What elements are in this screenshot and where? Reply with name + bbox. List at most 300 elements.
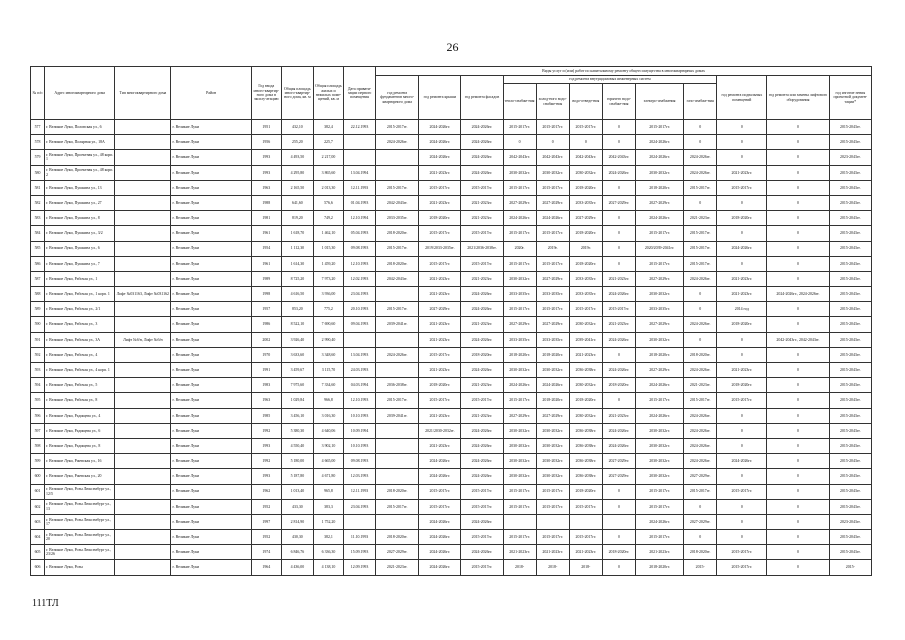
cell-bas: 2021-2023гг. bbox=[717, 363, 767, 378]
cell-sew: 2015-2017гг. bbox=[569, 530, 602, 545]
table-row bbox=[31, 484, 872, 499]
cell-cold: 2033-2035гг. bbox=[536, 332, 569, 347]
cell-fac: 2024-2026гг. bbox=[461, 438, 503, 453]
cell-lift: 0 bbox=[767, 317, 829, 332]
cell-dist: г. Великие Луки bbox=[171, 150, 251, 165]
cell-heat: 2030-2032гг. bbox=[503, 454, 536, 469]
cell-type bbox=[115, 317, 171, 332]
table-row bbox=[31, 256, 872, 271]
cell-hot: 2042-2043гг. bbox=[602, 150, 635, 165]
cell-type bbox=[115, 363, 171, 378]
cell-bas: 2015-2017гг. bbox=[717, 180, 767, 195]
cell-el: 2030-2032гг. bbox=[635, 469, 683, 484]
cell-fac: 2024-2026гг. bbox=[461, 454, 503, 469]
cell-ta: 641,60 bbox=[281, 195, 313, 210]
cell-fac: 2024-2026гг. bbox=[461, 287, 503, 302]
cell-fnd: 2039-2041гг. bbox=[376, 317, 419, 332]
cell-priv: 22.12.1993 bbox=[344, 120, 376, 135]
cell-year: 1997 bbox=[251, 514, 281, 529]
cell-cold: 0 bbox=[536, 135, 569, 150]
cell-gas: 2024-2026гг. bbox=[684, 317, 717, 332]
cell-gas: 0 bbox=[684, 332, 717, 347]
cell-addr: г. Великие Луки, Рабочая ул., 2/1 bbox=[45, 302, 115, 317]
cell-priv: 12.09.1993 bbox=[344, 560, 376, 575]
cell-priv: 13.04.1993 bbox=[344, 347, 376, 362]
cell-sew bbox=[569, 514, 602, 529]
cell-sew: 2018-2020гг. bbox=[569, 256, 602, 271]
cell-type bbox=[115, 226, 171, 241]
cell-lift: 0 bbox=[767, 256, 829, 271]
cell-doc: 2015-2043гг. bbox=[829, 120, 871, 135]
cell-fnd: 2018-2020гг. bbox=[376, 530, 419, 545]
cell-dist: г. Великие Луки bbox=[171, 317, 251, 332]
cell-dist: г. Великие Луки bbox=[171, 545, 251, 560]
cell-doc: 2015-2043гг. bbox=[829, 499, 871, 514]
cell-fac: 2015-2017гг. bbox=[461, 180, 503, 195]
cell-sew: 2018- bbox=[569, 560, 602, 575]
cell-fnd bbox=[376, 423, 419, 438]
cell-hot: 2024-2026гг. bbox=[602, 165, 635, 180]
cell-priv: 12.11.1993 bbox=[344, 180, 376, 195]
cell-doc: 2015-2043гг. bbox=[829, 317, 871, 332]
cell-cold: 2015-2017гг. bbox=[536, 484, 569, 499]
cell-addr: г. Великие Луки, Пушкина ул., 13 bbox=[45, 180, 115, 195]
cell-n: 606 bbox=[31, 560, 45, 575]
table-row bbox=[31, 560, 872, 575]
cell-la: 1 752,20 bbox=[313, 514, 343, 529]
cell-fnd bbox=[376, 150, 419, 165]
cell-la: 1 462,10 bbox=[313, 226, 343, 241]
header-year: Год ввода много-квартир-ного дома в эксплу-атацию bbox=[251, 67, 281, 120]
cell-dist: г. Великие Луки bbox=[171, 469, 251, 484]
header-living-area: Общая площадь жилых и нежилых поме-щений, кв. м bbox=[313, 67, 343, 120]
cell-addr: г. Великие Луки, Рабочая ул., 4 bbox=[45, 347, 115, 362]
cell-el: 2027-2029гг. bbox=[635, 317, 683, 332]
cell-addr: г. Великие Луки, Пушкина ул., 3/2 bbox=[45, 226, 115, 241]
cell-doc: 2015-2043гг. bbox=[829, 165, 871, 180]
table-row bbox=[31, 241, 872, 256]
header-num: № п/п bbox=[31, 67, 45, 120]
cell-heat: 2027-2029гг. bbox=[503, 408, 536, 423]
cell-hot: 2024-2026гг. bbox=[602, 363, 635, 378]
cell-roof: 2021-2023гг. bbox=[419, 317, 461, 332]
cell-hot: 0 bbox=[602, 530, 635, 545]
cell-la: 749,2 bbox=[313, 211, 343, 226]
cell-hot: 0 bbox=[602, 256, 635, 271]
cell-priv: 12.11.1993 bbox=[344, 484, 376, 499]
cell-roof: 2021/2030-2032гг. bbox=[419, 423, 461, 438]
cell-addr: г. Великие Луки, Пушкина ул., 6 bbox=[45, 241, 115, 256]
cell-priv: 01.04.1993 bbox=[344, 195, 376, 210]
cell-dist: г. Великие Луки bbox=[171, 241, 251, 256]
cell-ta: 1 029,84 bbox=[281, 393, 313, 408]
cell-year: 1986 bbox=[251, 317, 281, 332]
cell-hot: 0 bbox=[602, 180, 635, 195]
cell-fnd: 2039-2041гг. bbox=[376, 408, 419, 423]
cell-cold: 2030-2032гг. bbox=[536, 363, 569, 378]
cell-bas: 0 bbox=[717, 530, 767, 545]
cell-fnd: 2042-2043гг. bbox=[376, 271, 419, 286]
cell-year: 1970 bbox=[251, 347, 281, 362]
header-basement: год ремонта подвальных помещений bbox=[717, 76, 767, 120]
cell-heat: 2015-2017гг. bbox=[503, 393, 536, 408]
cell-gas: 2024-2026гг. bbox=[684, 408, 717, 423]
cell-sew: 2018-2020гг. bbox=[569, 484, 602, 499]
cell-n: 599 bbox=[31, 454, 45, 469]
cell-cold: 2018- bbox=[536, 560, 569, 575]
cell-year: 1993 bbox=[251, 469, 281, 484]
cell-cold: 2024-2026гг. bbox=[536, 211, 569, 226]
cell-roof: 2015-2017гг. bbox=[419, 347, 461, 362]
cell-dist: г. Великие Луки bbox=[171, 271, 251, 286]
table-row bbox=[31, 499, 872, 514]
cell-bas: 2024-2026гг. bbox=[717, 241, 767, 256]
cell-cold: 2019г. bbox=[536, 241, 569, 256]
cell-roof: 2021-2023гг. bbox=[419, 287, 461, 302]
cell-doc: 2015-2043гг. bbox=[829, 408, 871, 423]
cell-doc: 2015-2043гг. bbox=[829, 378, 871, 393]
cell-fac: 2015-2017гг. bbox=[461, 560, 503, 575]
cell-ta: 4 295,80 bbox=[281, 165, 313, 180]
cell-year: 1991 bbox=[251, 363, 281, 378]
cell-roof: 2015-2017гг. bbox=[419, 180, 461, 195]
cell-roof: 2024-2026гг. bbox=[419, 150, 461, 165]
cell-addr: г. Великие Луки, Розы Люксембург ул., 12/5 bbox=[45, 484, 115, 499]
cell-type bbox=[115, 241, 171, 256]
header-privatization: Дата привати-зации первого помещения bbox=[344, 67, 376, 120]
cell-sew: 2015-2017гг. bbox=[569, 120, 602, 135]
header-address: Адрес многоквартирного дома bbox=[45, 67, 115, 120]
cell-hot: 2015-2017гг. bbox=[602, 302, 635, 317]
cell-cold: 2030-2032гг. bbox=[536, 469, 569, 484]
cell-year: 1956 bbox=[251, 135, 281, 150]
cell-addr: г. Великие Луки, Рабочая ул., 1 bbox=[45, 271, 115, 286]
cell-cold: 2042-2043гг. bbox=[536, 150, 569, 165]
cell-dist: г. Великие Луки bbox=[171, 423, 251, 438]
cell-n: 590 bbox=[31, 317, 45, 332]
cell-addr: г. Великие Луки, Полярная ул., 18А bbox=[45, 135, 115, 150]
cell-bas: 0 bbox=[717, 256, 767, 271]
cell-gas: 0 bbox=[684, 195, 717, 210]
cell-n: 577 bbox=[31, 120, 45, 135]
cell-hot: 2027-2029гг. bbox=[602, 195, 635, 210]
cell-n: 585 bbox=[31, 241, 45, 256]
cell-type bbox=[115, 256, 171, 271]
cell-addr: г. Великие Луки, Розы Люксембург ул., 23/26 bbox=[45, 545, 115, 560]
cell-hot: 0 bbox=[602, 484, 635, 499]
cell-bas: 0 bbox=[717, 135, 767, 150]
cell-roof: 2024-2026гг. bbox=[419, 545, 461, 560]
cell-la: 4 138,10 bbox=[313, 560, 343, 575]
header-engineering-group: год ремонта внутридомовых инженерных систем bbox=[503, 76, 717, 84]
table-row bbox=[31, 378, 872, 393]
cell-fac: 2018-2020гг. bbox=[461, 347, 503, 362]
cell-ta: 4 550,40 bbox=[281, 438, 313, 453]
cell-lift: 0 bbox=[767, 120, 829, 135]
cell-addr: г. Великие Луки, Рабочая ул., 3А bbox=[45, 332, 115, 347]
cell-la: 7 973,20 bbox=[313, 271, 343, 286]
cell-el: 2018-2020гг. bbox=[635, 347, 683, 362]
table-body bbox=[31, 120, 872, 576]
cell-n: 600 bbox=[31, 469, 45, 484]
cell-heat: 2030-2032гг. bbox=[503, 423, 536, 438]
cell-fnd: 2018-2020гг. bbox=[376, 484, 419, 499]
cell-gas: 2018-2020гг. bbox=[684, 347, 717, 362]
cell-gas: 2015-2017гг. bbox=[684, 393, 717, 408]
cell-year: 1963 bbox=[251, 180, 281, 195]
cell-year: 1985 bbox=[251, 408, 281, 423]
cell-dist: г. Великие Луки bbox=[171, 211, 251, 226]
cell-n: 604 bbox=[31, 530, 45, 545]
cell-n: 589 bbox=[31, 302, 45, 317]
cell-cold: 2030-2032гг. bbox=[536, 165, 569, 180]
cell-heat: 2030-2032гг. bbox=[503, 271, 536, 286]
cell-el: 2030-2032гг. bbox=[635, 165, 683, 180]
cell-doc: 2015-2043гг. bbox=[829, 135, 871, 150]
cell-priv: 09.04.1993 bbox=[344, 317, 376, 332]
header-district: Район bbox=[171, 67, 251, 120]
cell-type bbox=[115, 165, 171, 180]
cell-gas: 0 bbox=[684, 530, 717, 545]
cell-type bbox=[115, 484, 171, 499]
cell-year: 1961 bbox=[251, 256, 281, 271]
table-row bbox=[31, 211, 872, 226]
cell-la: 7 690,60 bbox=[313, 317, 343, 332]
cell-ta: 430,30 bbox=[281, 530, 313, 545]
cell-n: 583 bbox=[31, 211, 45, 226]
header-facade: год ремонта фасадов bbox=[461, 76, 503, 120]
cell-doc: 2015- bbox=[829, 560, 871, 575]
cell-bas: 2018-2020гг. bbox=[717, 378, 767, 393]
cell-doc: 2015-2043гг. bbox=[829, 271, 871, 286]
cell-fnd: 2015-2017гг. bbox=[376, 302, 419, 317]
cell-type bbox=[115, 150, 171, 165]
cell-year: 1989 bbox=[251, 271, 281, 286]
cell-priv: 12.10.1994 bbox=[344, 211, 376, 226]
cell-bas: 0 bbox=[717, 150, 767, 165]
cell-hot: 0 bbox=[602, 211, 635, 226]
table-row bbox=[31, 195, 872, 210]
cell-addr: г. Великие Луки, Розы Люксембург ул., 13 bbox=[45, 499, 115, 514]
cell-addr: г. Великие Луки, Розы Люксембург ул., 20 bbox=[45, 530, 115, 545]
cell-priv: 11.10.1993 bbox=[344, 530, 376, 545]
cell-ta: 819,20 bbox=[281, 211, 313, 226]
cell-type bbox=[115, 135, 171, 150]
cell-priv: 20.10.1993 bbox=[344, 302, 376, 317]
cell-year: 1992 bbox=[251, 454, 281, 469]
cell-bas: 0 bbox=[717, 469, 767, 484]
cell-lift: 0 bbox=[767, 393, 829, 408]
cell-cold: 2015-2017гг. bbox=[536, 530, 569, 545]
cell-el: 2018-2020гг. bbox=[635, 180, 683, 195]
cell-ta: 3 633,60 bbox=[281, 347, 313, 362]
cell-ta: 8 522,10 bbox=[281, 317, 313, 332]
cell-fac: 2024-2026гг. bbox=[461, 150, 503, 165]
cell-roof: 2024-2026гг. bbox=[419, 135, 461, 150]
cell-el: 2015-2017гг. bbox=[635, 484, 683, 499]
cell-priv: 13.04.1994 bbox=[344, 165, 376, 180]
cell-lift: 0 bbox=[767, 530, 829, 545]
cell-gas: 2024-2026гг. bbox=[684, 438, 717, 453]
cell-n: 584 bbox=[31, 226, 45, 241]
cell-ta: 4 436,00 bbox=[281, 560, 313, 575]
cell-doc: 2015-2043гг. bbox=[829, 438, 871, 453]
cell-addr: г. Великие Луки, Радищева ул., 6 bbox=[45, 423, 115, 438]
cell-ta: 7 975,60 bbox=[281, 378, 313, 393]
cell-hot: 2024-2026гг. bbox=[602, 287, 635, 302]
cell-year: 1993 bbox=[251, 438, 281, 453]
cell-roof: 2015-2017гг. bbox=[419, 393, 461, 408]
cell-gas: 2015-2017гг. bbox=[684, 241, 717, 256]
table-row bbox=[31, 363, 872, 378]
cell-hot: 0 bbox=[602, 499, 635, 514]
header-roof: год ремонта крыши bbox=[419, 76, 461, 120]
cell-lift: 2042-2043гг., 2042-2043гг. bbox=[767, 332, 829, 347]
cell-roof: 2021-2023гг. bbox=[419, 408, 461, 423]
cell-heat: 2015-2017гг. bbox=[503, 180, 536, 195]
table-row bbox=[31, 454, 872, 469]
cell-year: 1952 bbox=[251, 499, 281, 514]
cell-type bbox=[115, 530, 171, 545]
cell-lift: 0 bbox=[767, 560, 829, 575]
table-row bbox=[31, 545, 872, 560]
cell-el: 2030-2032гг. bbox=[635, 287, 683, 302]
cell-doc: 2023-2043гг. bbox=[829, 514, 871, 529]
cell-la: 1 015,30 bbox=[313, 241, 343, 256]
cell-type bbox=[115, 271, 171, 286]
cell-type: Лифт №031163, Лифт №031162 bbox=[115, 287, 171, 302]
cell-n: 582 bbox=[31, 195, 45, 210]
cell-el: 2024-2026гг. bbox=[635, 408, 683, 423]
cell-type bbox=[115, 438, 171, 453]
cell-type bbox=[115, 347, 171, 362]
cell-lift: 0 bbox=[767, 211, 829, 226]
cell-fnd: 2024-2026гг. bbox=[376, 347, 419, 362]
cell-el: 2018-2020гг. bbox=[635, 560, 683, 575]
cell-dist: г. Великие Луки bbox=[171, 180, 251, 195]
cell-la: 2 013,30 bbox=[313, 180, 343, 195]
cell-el: 2015-2017гг. bbox=[635, 499, 683, 514]
cell-fac: 2024-2026гг. bbox=[461, 120, 503, 135]
cell-gas: 2024-2026гг. bbox=[684, 363, 717, 378]
cell-cold bbox=[536, 514, 569, 529]
cell-type: Лифт №б/н, Лифт №б/н bbox=[115, 332, 171, 347]
cell-lift: 0 bbox=[767, 514, 829, 529]
cell-sew: 0 bbox=[569, 135, 602, 150]
cell-bas: 0 bbox=[717, 408, 767, 423]
cell-la: 4 640,06 bbox=[313, 423, 343, 438]
cell-fac: 2021-2023гг. bbox=[461, 408, 503, 423]
cell-el: 2030-2032гг. bbox=[635, 438, 683, 453]
cell-sew: 2039-2041гг. bbox=[569, 332, 602, 347]
cell-roof: 2019/2033-2035гг. bbox=[419, 241, 461, 256]
cell-dist: г. Великие Луки bbox=[171, 135, 251, 150]
cell-cold: 2024-2026гг. bbox=[536, 378, 569, 393]
cell-lift: 0 bbox=[767, 499, 829, 514]
cell-fnd bbox=[376, 469, 419, 484]
cell-heat: 2015-2017гг. bbox=[503, 302, 536, 317]
cell-addr: г. Великие Луки, Рабочая ул., 5 bbox=[45, 378, 115, 393]
cell-sew: 2030-2032гг. bbox=[569, 378, 602, 393]
cell-sew: 2019г. bbox=[569, 241, 602, 256]
cell-cold: 2030-2032гг. bbox=[536, 454, 569, 469]
cell-ta: 1 614,30 bbox=[281, 256, 313, 271]
cell-fac: 2021/2036-2038гг. bbox=[461, 241, 503, 256]
cell-doc: 2015-2043гг. bbox=[829, 211, 871, 226]
cell-addr: г. Великие Луки, Рабочая ул., 8 bbox=[45, 393, 115, 408]
cell-bas: 2015-2017гг. bbox=[717, 484, 767, 499]
cell-cold: 2015-2017гг. bbox=[536, 226, 569, 241]
cell-heat: 2015-2017гг. bbox=[503, 499, 536, 514]
table-row bbox=[31, 423, 872, 438]
cell-hot: 0 bbox=[602, 120, 635, 135]
cell-n: 594 bbox=[31, 378, 45, 393]
cell-fac: 2024-2026гг. bbox=[461, 165, 503, 180]
cell-la: 965,8 bbox=[313, 484, 343, 499]
cell-year: 1974 bbox=[251, 545, 281, 560]
cell-la: 3 115,70 bbox=[313, 363, 343, 378]
cell-year: 1983 bbox=[251, 378, 281, 393]
cell-bas: 0 bbox=[717, 195, 767, 210]
cell-la: 966,8 bbox=[313, 393, 343, 408]
cell-addr: г. Великие Луки, Рабочая ул., 1 корп. 1 bbox=[45, 287, 115, 302]
cell-dist: г. Великие Луки bbox=[171, 302, 251, 317]
cell-hot: 0 bbox=[602, 393, 635, 408]
cell-ta: 6 846,76 bbox=[281, 545, 313, 560]
cell-fac: 2021-2023гг. bbox=[461, 211, 503, 226]
cell-year: 1957 bbox=[251, 302, 281, 317]
cell-hot: 0 bbox=[602, 347, 635, 362]
cell-roof: 2015-2017гг. bbox=[419, 499, 461, 514]
cell-priv: 12.02.1993 bbox=[344, 271, 376, 286]
cell-roof: 2015-2017гг. bbox=[419, 256, 461, 271]
cell-heat: 2030-2032гг. bbox=[503, 363, 536, 378]
cell-priv: 12.10.1993 bbox=[344, 393, 376, 408]
cell-doc: 2015-2043гг. bbox=[829, 454, 871, 469]
cell-el: 2030-2032гг. bbox=[635, 423, 683, 438]
cell-ta: 5 187,80 bbox=[281, 469, 313, 484]
header-foundation: год ремонта фундаментов много-квартирного дома bbox=[376, 76, 419, 120]
cell-dist: г. Великие Луки bbox=[171, 287, 251, 302]
cell-dist: г. Великие Луки bbox=[171, 530, 251, 545]
table-row bbox=[31, 302, 872, 317]
cell-lift: 0 bbox=[767, 545, 829, 560]
cell-n: 598 bbox=[31, 438, 45, 453]
cell-lift: 0 bbox=[767, 165, 829, 180]
cell-cold: 2015-2017гг. bbox=[536, 302, 569, 317]
cell-bas: 0 bbox=[717, 499, 767, 514]
cell-heat: 2018-2020гг. bbox=[503, 347, 536, 362]
cell-ta: 1 618,70 bbox=[281, 226, 313, 241]
cell-priv: 15.09.1993 bbox=[344, 545, 376, 560]
cell-dist: г. Великие Луки bbox=[171, 332, 251, 347]
cell-bas: 2018-2020гг. bbox=[717, 317, 767, 332]
cell-addr: г. Великие Луки, Проектная ул., 48 корп. 2 bbox=[45, 165, 115, 180]
cell-priv bbox=[344, 332, 376, 347]
cell-fac: 2015-2017гг. bbox=[461, 484, 503, 499]
cell-type bbox=[115, 454, 171, 469]
cell-addr: г. Великие Луки, Ржевская ул., 16 bbox=[45, 454, 115, 469]
cell-ta: 3 459,67 bbox=[281, 363, 313, 378]
cell-fnd: 2036-2038гг. bbox=[376, 378, 419, 393]
cell-sew: 2030-2032гг. bbox=[569, 408, 602, 423]
cell-doc: 2015-2043гг. bbox=[829, 180, 871, 195]
table-row bbox=[31, 120, 872, 135]
cell-type bbox=[115, 560, 171, 575]
cell-doc: 2015-2043гг. bbox=[829, 484, 871, 499]
cell-la: 2 217,00 bbox=[313, 150, 343, 165]
cell-la: 4 665,00 bbox=[313, 454, 343, 469]
